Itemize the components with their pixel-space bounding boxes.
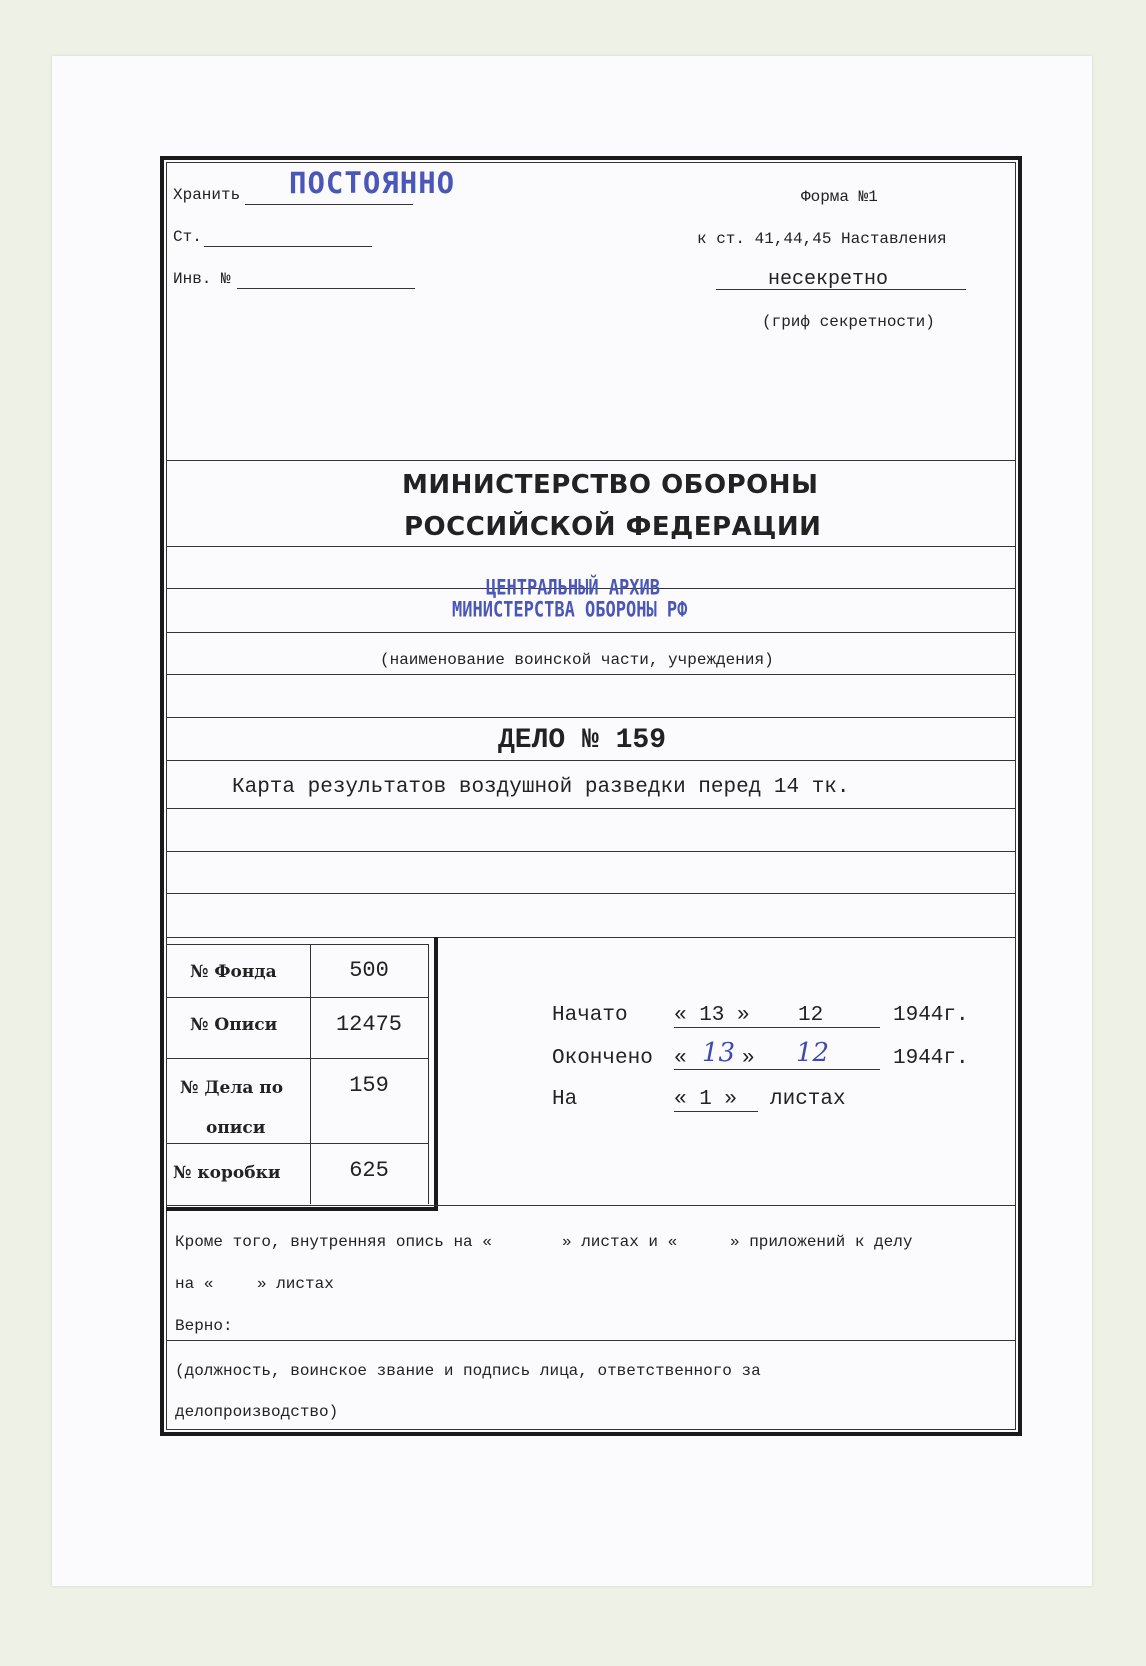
inv-label: Инв. № (173, 270, 231, 288)
keep-label: Хранить (173, 186, 241, 204)
keep-underline (245, 204, 413, 205)
rule-1 (166, 460, 1016, 461)
secrecy-value: несекретно (768, 268, 889, 291)
secrecy-caption: (гриф секретности) (762, 313, 935, 331)
rule-10 (166, 893, 1016, 894)
fond-value: 500 (349, 958, 389, 983)
keep-stamp: ПОСТОЯННО (289, 166, 456, 200)
started-label: Начато (552, 1004, 628, 1027)
rule-9 (166, 851, 1016, 852)
delo-label-2: описи (206, 1118, 266, 1138)
opis-value: 12475 (335, 1012, 402, 1037)
verified-label: Верно: (175, 1317, 233, 1335)
rule-2 (166, 546, 1016, 547)
ministry-line-2: РОССИЙСКОЙ ФЕДЕРАЦИИ (404, 512, 822, 542)
ended-close-quote: » (742, 1047, 755, 1070)
registry-rule-1 (166, 997, 428, 998)
extra-sheets-part-1: на « (175, 1275, 214, 1293)
rule-8 (166, 808, 1016, 809)
registry-rule-3 (166, 1143, 428, 1144)
secrecy-underline (716, 289, 966, 290)
st-underline (204, 246, 372, 247)
responsible-caption-1: (должность, воинское звание и подпись лица, ответственного за (175, 1362, 761, 1380)
extra-sheets-part-2: » листах (257, 1275, 334, 1293)
started-day: « 13 » (674, 1004, 750, 1027)
rule-5 (166, 674, 1016, 675)
ended-open-quote: « (674, 1047, 687, 1070)
archive-stamp-line-2: МИНИСТЕРСТВА ОБОРОНЫ РФ (452, 597, 688, 623)
ended-label: Окончено (552, 1047, 653, 1070)
rule-7 (166, 760, 1016, 761)
ended-year: 1944г. (893, 1047, 969, 1070)
delo-label: № Дела по (180, 1078, 284, 1098)
footer-top-rule (166, 1205, 1016, 1206)
sheets-value: « 1 » (674, 1088, 738, 1111)
unit-caption: (наименование воинской части, учреждения) (380, 651, 774, 669)
sheets-label: На (552, 1088, 578, 1111)
ended-underline (674, 1069, 880, 1070)
delo-value: 159 (349, 1073, 389, 1098)
responsible-caption-2: делопроизводство) (175, 1403, 339, 1421)
form-reference: к ст. 41,44,45 Наставления (697, 230, 947, 248)
ended-day-handwritten: 13 (702, 1038, 736, 1068)
ministry-line-1: МИНИСТЕРСТВО ОБОРОНЫ (402, 470, 819, 500)
case-description: Карта результатов воздушной разведки перед 14 тк. (232, 776, 850, 799)
extra-inventory-part-1: Кроме того, внутренняя опись на « (175, 1233, 492, 1251)
opis-label: № Описи (190, 1015, 278, 1035)
fond-label: № Фонда (190, 962, 277, 982)
started-underline (674, 1027, 880, 1028)
started-year: 1944г. (893, 1004, 969, 1027)
registry-top-rule (166, 944, 428, 945)
box-label: № коробки (173, 1163, 281, 1183)
case-title: ДЕЛО № 159 (498, 725, 667, 756)
inv-underline (237, 288, 415, 289)
extra-inventory-part-2: » листах и « (562, 1233, 678, 1251)
form-number: Форма №1 (801, 188, 878, 206)
started-month: 12 (798, 1004, 824, 1027)
sheets-underline (674, 1111, 758, 1112)
st-label: Ст. (173, 228, 202, 246)
registry-divider (310, 944, 311, 1204)
rule-4 (166, 632, 1016, 633)
sheets-suffix: листах (770, 1088, 846, 1111)
registry-right-inner (428, 944, 429, 1204)
box-value: 625 (349, 1158, 389, 1183)
footer-mid-rule (166, 1340, 1016, 1341)
archive-stamp-line-1: ЦЕНТРАЛЬНЫЙ АРХИВ (486, 575, 660, 601)
registry-rule-2 (166, 1058, 428, 1059)
ended-month-handwritten: 12 (796, 1038, 830, 1068)
rule-6 (166, 717, 1016, 718)
extra-inventory-part-3: » приложений к делу (730, 1233, 913, 1251)
